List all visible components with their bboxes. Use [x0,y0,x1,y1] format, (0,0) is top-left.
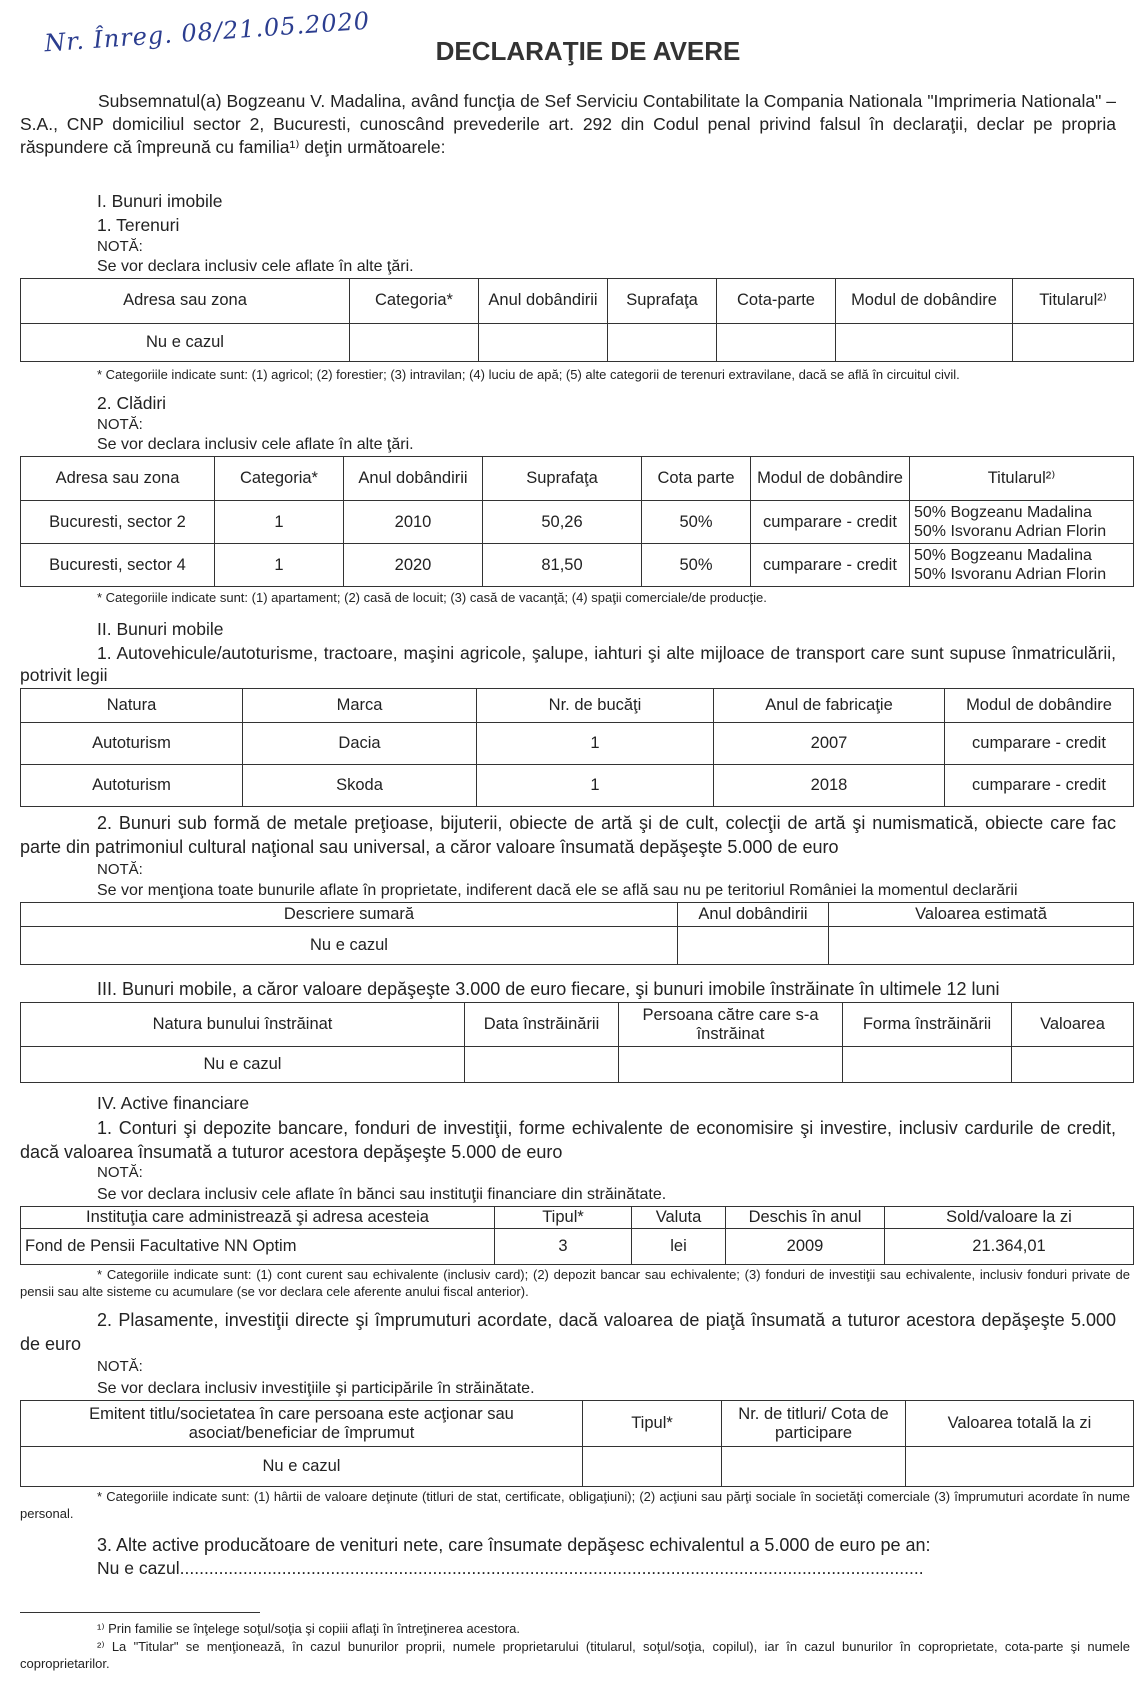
table-cell: 2010 [344,501,483,544]
table-cell [583,1447,722,1487]
nota-label: NOTĂ: [97,416,143,433]
instrainate-table [20,1002,1134,1083]
footnote-divider [20,1612,260,1613]
table-header: Anul dobândirii [479,279,608,324]
table-header: Adresa sau zona [21,457,215,501]
table-cell: Bucuresti, sector 4 [21,544,215,587]
table-cell-titular [910,501,1134,544]
table-cell: Nu e cazul [21,323,350,361]
table-header: Data înstrăinării [465,1003,619,1047]
table-header: Descriere sumară [21,903,678,927]
table-cell: 1 [215,544,344,587]
terenuri-footnote: * Categoriile indicate sunt: (1) agricol; (2) forestier; (3) intravilan; (4) luciu de apă; (5) alte categorii de terenuri extravilane, dacă se află în circuitul civil. [97,367,960,382]
table-header: Modul de dobândire [945,689,1134,723]
table-cell [608,323,717,361]
table-cell: 81,50 [483,544,642,587]
table-cell [479,323,608,361]
conturi-footnote: * Categoriile indicate sunt: (1) cont curent sau echivalente (inclusiv card); (2) depozit bancar sau echivalente; (3) fonduri de investiţii sau echivalente, inclusiv fonduri private de pensii sau alte sisteme cu acumulare (se vor declara cele aferente anului fiscal anterior). [20,1267,1130,1299]
table-cell: Autoturism [21,765,243,807]
table-cell: 50% [642,501,751,544]
table-cell: cumparare - credit [945,723,1134,765]
table-header: Titularul²⁾ [910,457,1134,501]
subsection-autovehicule: 1. Autovehicule/autoturisme, tractoare, maşini agricole, şalupe, iahturi şi alte mijloace de transport care sunt supuse înmatriculării, potrivit legii [20,643,1116,685]
table-header: Tipul* [495,1207,632,1229]
table-cell [717,323,836,361]
table-cell: 21.364,01 [885,1229,1134,1265]
table-header: Natura bunului înstrăinat [21,1003,465,1047]
table-header: Natura [21,689,243,723]
table-cell: cumparare - credit [751,501,910,544]
table-cell: 2018 [714,765,945,807]
handwritten-registration: Nr. Înreg. 08/21.05.2020 [43,6,371,58]
table-row [21,765,1134,807]
table-cell [619,1047,843,1083]
table-cell: Autoturism [21,723,243,765]
table-cell [722,1447,906,1487]
plasamente-footnote: * Categoriile indicate sunt: (1) hârtii de valoare deţinute (titluri de stat, certificate, obligaţiuni); (2) acţiuni sau părţi sociale în societăţi comerciale (3) împrumuturi acordate în nume personal. [20,1489,1130,1521]
table-cell [465,1047,619,1083]
table-cell [350,323,479,361]
cladiri-table [20,456,1134,587]
titular-line: 50% Bogzeanu Madalina [914,504,1092,521]
table-header: Forma înstrăinării [843,1003,1012,1047]
titular-line: 50% Isvoranu Adrian Florin [914,523,1107,540]
table-cell: 2007 [714,723,945,765]
table-cell-titular [910,544,1134,587]
conturi-table [20,1206,1134,1265]
bunuri-pretioase-table [20,902,1134,965]
table-cell [1013,323,1134,361]
table-header: Modul de dobândire [836,279,1013,324]
table-cell: 1 [477,723,714,765]
table-header: Nr. de titluri/ Cota de participare [722,1401,906,1447]
section-3-heading: III. Bunuri mobile, a căror valoare depăşeşte 3.000 de euro fiecare, şi bunuri imobile înstrăinate în ultimele 12 luni [97,979,1000,999]
table-cell [906,1447,1134,1487]
table-cell: 1 [215,501,344,544]
table-header: Cota parte [642,457,751,501]
footnote-1: ¹⁾ Prin familie se înţelege soţul/soţia şi copiii aflaţi în întreţinerea acestora. [97,1621,521,1636]
table-cell [843,1047,1012,1083]
table-cell: Nu e cazul [21,1447,583,1487]
table-header: Valuta [632,1207,726,1229]
table-cell: 2009 [726,1229,885,1265]
cladiri-footnote: * Categoriile indicate sunt: (1) apartament; (2) casă de locuit; (3) casă de vacanţă; (4) spaţii comerciale/de producţie. [97,590,767,605]
alte-active-value: Nu e cazul......................................................................................................................................................... [97,1558,924,1578]
nota-text: Se vor declara inclusiv cele aflate în alte ţări. [97,258,414,275]
nota-label: NOTĂ: [97,1358,143,1375]
nota-text: Se vor declara inclusiv cele aflate în bănci sau instituţii financiare din străinătate. [97,1186,667,1203]
nota-label: NOTĂ: [97,1164,143,1181]
table-row [21,544,1134,587]
table-cell: Nu e cazul [21,1047,465,1083]
table-header: Anul de fabricaţie [714,689,945,723]
nota-label: NOTĂ: [97,861,143,878]
subsection-plasamente: 2. Plasamente, investiţii directe şi împrumuturi acordate, dacă valoarea de piaţă însumată a tuturor acestora depăşeşte 5.000 de euro [20,1310,1116,1354]
table-cell [836,323,1013,361]
table-cell: Bucuresti, sector 2 [21,501,215,544]
table-cell: Fond de Pensii Facultative NN Optim [21,1229,495,1265]
table-cell: Skoda [243,765,477,807]
table-header: Suprafaţa [608,279,717,324]
table-header: Anul dobândirii [678,903,829,927]
subsection-alte-active: 3. Alte active producătoare de venituri nete, care însumate depăşesc echivalentul a 5.000 de euro pe an: [97,1535,931,1555]
table-cell: lei [632,1229,726,1265]
table-header: Cota-parte [717,279,836,324]
table-cell: 2020 [344,544,483,587]
section-1-heading: I. Bunuri imobile [97,191,223,211]
autovehicule-table [20,688,1134,807]
nota-text: Se vor menţiona toate bunurile aflate în proprietate, indiferent dacă ele se află sau nu pe teritoriul României la momentul declarării [97,882,1018,899]
table-header: Nr. de bucăţi [477,689,714,723]
table-row [21,501,1134,544]
table-cell [678,927,829,965]
subsection-terenuri: 1. Terenuri [97,215,180,235]
table-header: Deschis în anul [726,1207,885,1229]
table-cell: Dacia [243,723,477,765]
nota-text: Se vor declara inclusiv investiţiile şi participările în străinătate. [97,1380,535,1397]
nota-text: Se vor declara inclusiv cele aflate în alte ţări. [97,436,414,453]
intro-paragraph: Subsemnatul(a) Bogzeanu V. Madalina, având funcţia de Sef Serviciu Contabilitate la Compania Nationala "Imprimeria Nationala" – S.A., CNP domiciliul sector 2, Bucuresti, cunoscând prevederile art. 292 din Codul penal privind falsul în declaraţii, declar pe propria răspundere că împreună cu familia¹⁾ deţin următoarele: [20,91,1116,157]
plasamente-table [20,1400,1134,1487]
titular-line: 50% Bogzeanu Madalina [914,547,1092,564]
table-cell: cumparare - credit [945,765,1134,807]
table-header: Adresa sau zona [21,279,350,324]
footnote-2: ²⁾ La "Titular" se menţionează, în cazul bunurilor proprii, numele proprietarului (titularul, soţul/soţia, copilul), iar în cazul bunurilor în coproprietate, cota-parte şi numele coproprietarilor. [20,1639,1130,1671]
titular-line: 50% Isvoranu Adrian Florin [914,566,1107,583]
section-4-heading: IV. Active financiare [97,1093,250,1113]
nota-label: NOTĂ: [97,238,143,255]
table-header: Marca [243,689,477,723]
table-header: Categoria* [215,457,344,501]
table-header: Emitent titlu/societatea în care persoana este acţionar sau asociat/beneficiar de împrumut [21,1401,583,1447]
section-2-heading: II. Bunuri mobile [97,619,224,639]
subsection-conturi: 1. Conturi şi depozite bancare, fonduri de investiţii, forme echivalente de economisire şi investire, inclusiv cardurile de credit, dacă valoarea însumată a tuturor acestora depăşeşte 5.000 de euro [20,1118,1116,1162]
table-header: Valoarea totală la zi [906,1401,1134,1447]
table-header: Valoarea estimată [829,903,1134,927]
table-header: Modul de dobândire [751,457,910,501]
table-header: Sold/valoare la zi [885,1207,1134,1229]
page-title: DECLARAŢIE DE AVERE [435,36,741,66]
table-cell: 50% [642,544,751,587]
table-cell [1012,1047,1134,1083]
table-cell [829,927,1134,965]
table-cell: 50,26 [483,501,642,544]
table-header: Anul dobândirii [344,457,483,501]
subsection-cladiri: 2. Clădiri [97,393,167,413]
table-header: Tipul* [583,1401,722,1447]
table-header: Categoria* [350,279,479,324]
table-cell: 1 [477,765,714,807]
table-header: Titularul²⁾ [1013,279,1134,324]
subsection-bunuri-pretioase: 2. Bunuri sub formă de metale preţioase, bijuterii, obiecte de artă şi de cult, colecţii de artă şi numismatică, obiecte care fac parte din patrimoniul cultural naţional sau universal, a căror valoare însumată depăşeşte 5.000 de euro [20,813,1116,857]
table-header: Valoarea [1012,1003,1134,1047]
table-cell: 3 [495,1229,632,1265]
terenuri-table [20,278,1134,362]
table-header: Persoana către care s-a înstrăinat [619,1003,843,1047]
table-cell: Nu e cazul [21,927,678,965]
table-cell: cumparare - credit [751,544,910,587]
table-row [21,1229,1134,1265]
table-row [21,723,1134,765]
table-header: Suprafaţa [483,457,642,501]
table-header: Instituţia care administrează şi adresa acesteia [21,1207,495,1229]
